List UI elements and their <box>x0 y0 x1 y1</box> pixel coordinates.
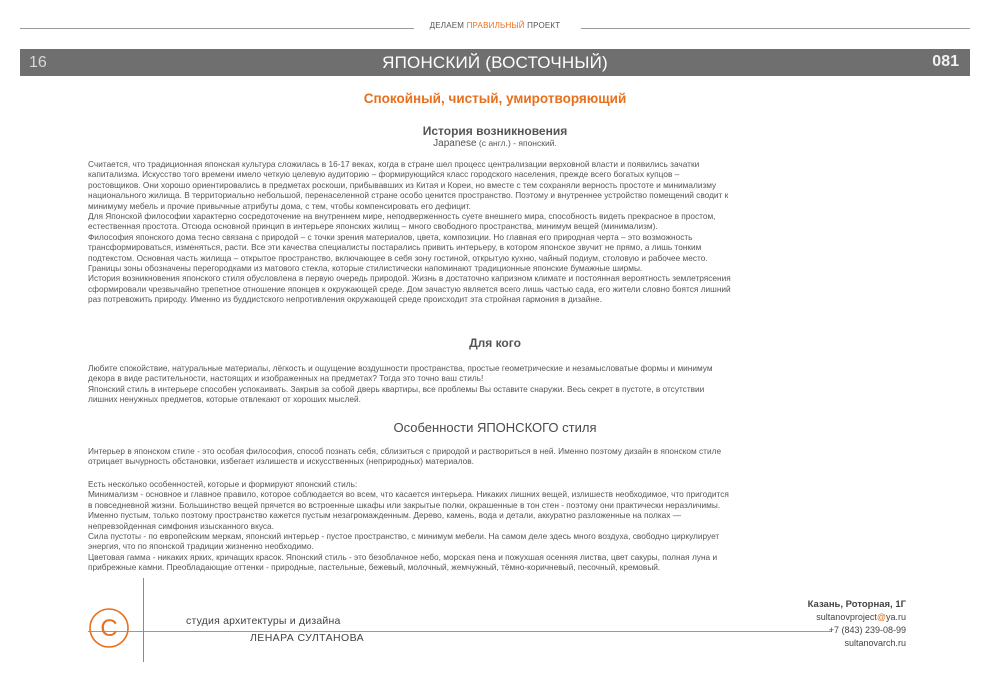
history-heading: История возникновения <box>422 124 568 138</box>
features-line: Есть несколько особенностей, которые и формируют японский стиль: <box>88 479 358 489</box>
features-line: непревзойденная симфония изысканного вкуса. <box>88 520 274 531</box>
features-intro-line: Интерьер в японском стиле - это особая философия, способ познать себя, сблизиться с природой и раствориться в ней. Именно поэтому дизайн в японском стиле <box>88 446 722 456</box>
logo-letter: C <box>100 615 118 642</box>
history-line: Границы зоны обозначены перегородками из матового стекла, которые стилистически напоминают традиционные японские бумажные ширмы. <box>88 263 643 274</box>
footer-accent-rule <box>143 578 144 662</box>
for-who-line: Любите спокойствие, натуральные материалы, лёгкость и ощущение воздушности пространства, простые геометрические и незамысловатые формы и минимум <box>88 363 713 373</box>
page-number: 16 <box>29 54 47 71</box>
history-line: раз потревожить природу. Именно из буддистского непротивления окружающей среде происходит эта стройная гармония в дизайне. <box>88 294 602 305</box>
features-line: энергия, что по японской традиции жизненно необходимо. <box>88 541 314 552</box>
for-who-line: лишних ненужных предметов, которые отвлекают от хороших мыслей. <box>88 394 361 405</box>
features-heading: Особенности ЯПОНСКОГО стиля <box>393 420 597 435</box>
email-link[interactable] <box>808 611 906 624</box>
history-text <box>88 159 914 305</box>
address: Казань, Роторная, 1Г <box>807 599 906 610</box>
page-title: ЯПОНСКИЙ (ВОСТОЧНЫЙ) <box>382 53 608 72</box>
history-line: капитализма. Искусство того времени имело четкую целевую аудиторию – формирующийся класс городского населения, прежде всего богатых купцов – <box>88 169 680 180</box>
features-line: в повседневной жизни. Большинство вещей прячется во встроенные шкафы или закрытые полки, окрашенные в тон стен - поэтому они практически неразличимы. <box>88 499 721 510</box>
features-intro <box>88 446 914 467</box>
studio-owner: ЛЕНАРА СУЛТАНОВА <box>250 632 365 644</box>
for-who-line: Японский стиль в интерьере способен успокаивать. Закрыв за собой дверь квартиры, все проблемы Вы оставите снаружи. Весь секрет в пустоте, в отсутствии <box>88 383 705 394</box>
website-link[interactable]: sultanovarch.ru <box>844 638 906 648</box>
phone[interactable]: +7 (843) 239-08-99 <box>828 625 906 635</box>
features-line: Именно пустым, только поэтому пространство кажется пустым незагромажденным. Дерево, камень, вода и детали, аккуратно разложенные на полках — <box>88 510 681 521</box>
for-who-heading: Для кого <box>469 336 521 350</box>
features-line: прибрежные камни. Преобладающие оттенки - природные, пастельные, бежевый, молочный, жемчужный, тёмно-коричневый, песочный, кремовый. <box>88 562 661 573</box>
features-line: Цветовая гамма - никаких ярких, кричащих красок. Японский стиль - это безоблачное небо, морская пена и пожухшая осенняя листва, цвет сакуры, полная луна и <box>88 551 718 562</box>
features-text <box>88 479 914 573</box>
history-line: Считается, что традиционная японская культура сложилась в 16-17 веках, когда в стране шел процесс централизации верховной власти и появились зачатки <box>88 159 700 169</box>
history-line: минимуму мебель и прочие привычные атрибуты дома, с тем, чтобы компенсировать его дефицит. <box>88 200 471 211</box>
history-line: естественная простота. Отсюда основной принцип в интерьере японских жилищ – много свободного пространства, минимум вещей (минимализм). <box>88 221 658 232</box>
email-user: sultanovproject <box>816 612 877 622</box>
history-line: История возникновения японского стиля обусловлена в первую очередь природой. Жизнь в достаточно капризном климате и постоянная вероятность землетрясения <box>88 273 731 284</box>
history-sub-word: Japanese <box>433 138 477 149</box>
for-who-text <box>88 363 914 405</box>
history-sub-rest: (с англ.) - японский. <box>476 138 557 148</box>
email-at: @ <box>876 612 886 622</box>
history-line: Философия японского дома тесно связана с природой – с точки зрения материалов, цвета, композиции. Но главная его природная черта – это возможность <box>88 231 693 242</box>
for-who-line: декора в виде растительности, настоящих и изображенных на предметах? Тогда это точно ваш стиль! <box>88 373 484 384</box>
features-intro-line: отрицает вычурность обстановки, избегает излишеств и искусственных (неприродных) материалов. <box>88 456 474 467</box>
contacts <box>808 598 906 650</box>
history-line: Для Японской философии характерно сосредоточение на внутреннем мире, неподверженность суете внешнего мира, способность видеть прекрасное в простом, <box>88 211 716 222</box>
history-subheading <box>0 138 990 149</box>
history-line: ростовщиков. Они хорошо ориентировались в предметах роскоши, прибывавших из Китая и Кореи, но вместе с тем сохраняли верность простоте и минимализму <box>88 179 717 190</box>
banner-suffix: ПРОЕКТ <box>527 21 561 30</box>
history-line: национального жилища. В территориально небольшой, перенаселенной стране особо ценится пространство. Поэтому и внутреннее устройство помещений сводит к <box>88 190 729 201</box>
email-domain: ya.ru <box>885 612 906 622</box>
title-bar <box>20 49 970 76</box>
footer-rule <box>88 631 832 632</box>
history-line: сформировали чрезвычайно трепетное отношение японцев к окружающей среде. Дом зачастую является всего лишь частью сада, его жители словно боятся лишний <box>88 283 731 294</box>
history-line: трансформироваться, изменяться, расти. Все эти качества специалисты постарались привить интерьеру, в котором японское звучит не прямо, а лишь тонким <box>88 242 702 253</box>
top-banner <box>0 21 990 30</box>
history-line: подтекстом. Основная часть жилища – открытое пространство, включающее в себя зону гостиной, открытую кухню, чайный подиум, столовую и рабочее место. <box>88 252 708 263</box>
studio-name: студия архитектуры и дизайна <box>186 615 341 627</box>
features-line: Минимализм - основное и главное правило, которое соблюдается во всем, что касается интерьера. Никаких лишних вещей, излишеств необходимое, что пригодится <box>88 489 729 500</box>
style-code: 081 <box>932 53 959 70</box>
features-line: Сила пустоты - по европейским меркам, японский интерьер - пустое пространство, с минимум мебели. На самом деле здесь много воздуха, свободно циркулирует <box>88 531 720 542</box>
subtitle: Спокойный, чистый, умиротворяющий <box>363 91 627 106</box>
studio-logo-icon <box>88 607 130 649</box>
banner-accent: ПРАВИЛЬНЫЙ <box>466 21 525 30</box>
banner-prefix: ДЕЛАЕМ <box>429 21 465 30</box>
